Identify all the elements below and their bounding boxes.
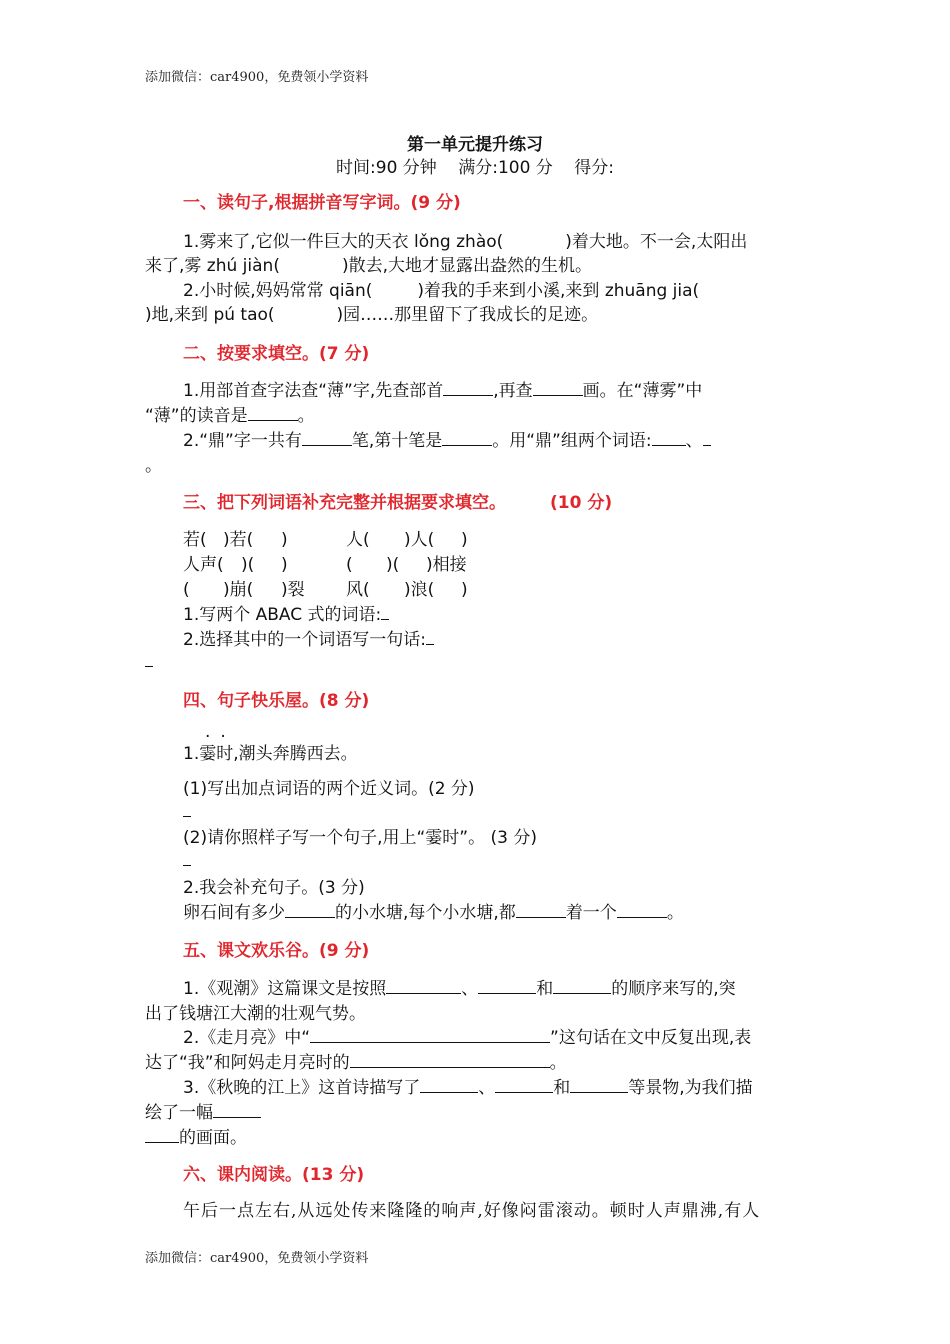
blank[interactable] [570,1076,628,1093]
blank[interactable] [381,603,389,620]
blank[interactable] [652,429,686,446]
s5-line-7: 的画面。 [145,1123,247,1148]
blank[interactable] [183,849,191,866]
blank[interactable] [442,429,492,446]
s2-line-1: 1.用部首查字法查“薄”字,先查部首 ,再查 画。在“薄雾”中 [183,381,703,401]
s4-q1b-answer [183,849,191,871]
exam-meta [0,153,950,178]
blank[interactable] [516,901,566,918]
s3-idiom-row-1: 若( )若( ) 人( )人( ) [183,530,468,550]
blank[interactable] [426,628,434,645]
s3-question-1: 1.写两个 ABAC 式的词语: [183,600,389,625]
blank[interactable] [285,901,335,918]
blank[interactable] [533,379,583,396]
blank[interactable] [310,1026,550,1043]
s4-q1: 1.霎时,潮头奔腾西去。 [183,744,358,764]
blank[interactable] [478,977,536,994]
s5-line-3: 2.《走月亮》中“ ”这句话在文中反复出现,表 [183,1028,752,1048]
s4-q1a: (1)写出加点词语的两个近义词。(2 分) [183,779,475,799]
blank[interactable] [145,1126,179,1143]
s1-line-2: 来了,雾 zhú jiàn( )散去,大地才显露出盎然的生机。 [145,256,593,276]
s3-question-2: 2.选择其中的一个词语写一句话: [183,625,434,650]
s2-line-2: “薄”的读音是 。 [145,406,315,426]
reading-passage-text: 午后一点左右,从远处传来隆隆的响声,好像闷雷滚动。顿时人声鼎沸,有人 [183,1201,761,1221]
blank[interactable] [386,977,461,994]
s2-line-4: 。 [145,456,162,476]
full-score-label: 满分:100 分 [458,158,553,178]
blank[interactable] [553,977,611,994]
section-2-heading: 二、按要求填空。(7 分) [183,344,370,364]
s3-idiom-row-3: ( )崩( )裂 风( )浪( ) [183,580,468,600]
s5-line-1: 1.《观潮》这篇课文是按照 、 和 的顺序来写的,突 [183,979,736,999]
s4-q1b: (2)请你照样子写一个句子,用上“霎时”。 (3 分) [183,828,537,848]
s1-line-3: 2.小时候,妈妈常常 qiān( )着我的手来到小溪,来到 zhuāng jia( [183,281,700,301]
s5-line-5: 3.《秋晚的江上》这首诗描写了 、 和 等景物,为我们描 [183,1078,753,1098]
s1-line-1: 1.雾来了,它似一件巨大的天衣 lǒng zhào( )着大地。不一会,太阳出 [183,232,748,252]
blank[interactable] [617,901,667,918]
s4-q1a-answer [183,800,191,822]
s3-idiom-row-2: 人声( )( ) ( )( )相接 [183,555,467,575]
blank[interactable] [213,1101,261,1118]
s5-line-6: 绘了一幅 [145,1098,261,1123]
blank[interactable] [420,1076,478,1093]
section-4-heading: 四、句子快乐屋。(8 分) [183,691,370,711]
s3-answer-line [145,650,153,672]
s4-q2: 2.我会补充句子。(3 分) [183,878,365,898]
s4-q2-line: 卵石间有多少 的小水塘,每个小水塘,都 着一个 。 [183,903,684,923]
s5-line-2: 出了钱塘江大潮的壮观气势。 [145,1004,366,1024]
blank[interactable] [302,429,352,446]
blank[interactable] [443,379,493,396]
blank[interactable] [703,429,711,446]
page-title: 第一单元提升练习 [407,135,543,155]
emphasis-dots: .. [205,722,236,742]
score-label: 得分: [574,158,614,178]
section-1-heading: 一、读句子,根据拼音写字词。(9 分) [183,193,461,213]
section-3-heading: 三、把下列词语补充完整并根据要求填空。 (10 分) [183,493,613,513]
time-label: 时间:90 分钟 [336,158,437,178]
blank[interactable] [350,1051,550,1068]
section-6-heading: 六、课内阅读。(13 分) [183,1165,365,1185]
watermark-bottom: 添加微信：car4900，免费领小学资料 [145,1251,369,1266]
s1-line-4: )地,来到 pú tao( )园……那里留下了我成长的足迹。 [145,305,599,325]
blank[interactable] [183,800,191,817]
s5-line-4: 达了“我”和阿妈走月亮时的 。 [145,1053,567,1073]
blank[interactable] [145,650,153,667]
section-5-heading: 五、课文欢乐谷。(9 分) [183,941,370,961]
blank[interactable] [248,404,298,421]
s2-line-3: 2.“鼎”字一共有 笔,第十笔是 。用“鼎”组两个词语: 、 [183,426,711,451]
blank[interactable] [495,1076,553,1093]
watermark-top: 添加微信：car4900，免费领小学资料 [145,70,369,85]
